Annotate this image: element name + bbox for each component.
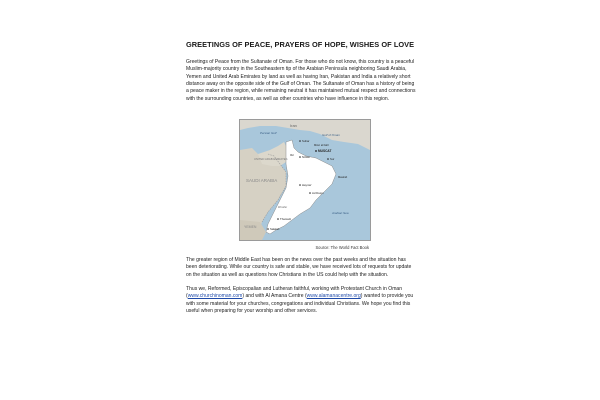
label-sur: Sur [330, 157, 335, 161]
paragraph-3-part-a: Thus we, Reformed, Episcopalian and Lutheran faithful, working with Protestant Church in Oman ( [186, 286, 403, 300]
label-suhar: Suhar [302, 139, 310, 143]
al-amana-centre-link[interactable]: www.alamanacentre.org [306, 293, 361, 300]
map-caption: Source: The World Fact Book [315, 245, 369, 250]
label-iran: Iran [290, 123, 297, 128]
city-dot [299, 184, 301, 186]
intro-paragraph: Greetings of Peace from the Sultanate of Oman. For those who do not know, this country is a peaceful Muslim-majority country in the Southeastern tip of the Arabian Peninsula neighboring Saudi Arabia, Yemen and United Arab Emirates by land as well as having Iran, Pakistan and India a relatively short distance away on the opposite side of the Gulf of Oman. The Sultanate of Oman has a history of being a peace maker in the region, while remaining neutral it has maintained mutual respect and connections with the surrounding countries, as well as other countries who have influence in this region. [186, 59, 416, 102]
city-dot [277, 218, 279, 220]
paragraph-2: The greater region of Middle East has been on the news over the past weeks and the situation has been deteriorating. While our country is safe and stable, we have received lots of requests for update on the situation as well as questions how Christians in the US could help with the situation. [186, 257, 412, 278]
city-dot [267, 228, 269, 230]
label-persian-gulf: Persian Gulf [260, 131, 277, 135]
label-hayma: Haymā' [302, 183, 312, 187]
label-yemen: YEMEN [244, 225, 257, 229]
city-dot [299, 156, 301, 158]
oman-map [239, 119, 371, 241]
oman-map-figure [239, 119, 369, 250]
label-gulf-of-oman: Gulf of Oman [322, 133, 340, 137]
paragraph-3 [186, 286, 418, 315]
label-dhofar: Dhofar [278, 205, 288, 209]
label-thamarit: Thamarit [280, 217, 292, 221]
label-muscat: MUSCAT [318, 149, 332, 153]
city-dot [327, 158, 329, 160]
uae-land [258, 142, 288, 166]
iran-land [240, 120, 370, 150]
after-figure-text [186, 257, 418, 315]
yemen-land [240, 220, 266, 240]
label-uae: UNITED ARAB EMIRATES [254, 157, 288, 161]
label-saudi-arabia: SAUDI ARABIA [246, 178, 278, 183]
label-nizwa: Nizwa [302, 155, 310, 159]
label-salalah: Salalah [270, 227, 280, 231]
city-dot [309, 192, 311, 194]
label-ibri: Ibri [290, 153, 294, 157]
document-page [186, 40, 418, 315]
label-ad-duqm: Ad Duqm [312, 191, 324, 195]
label-mina: Mina' al Fahl [314, 144, 329, 147]
label-masirah: Masirah [338, 176, 348, 179]
church-in-oman-link[interactable]: www.churchinoman.com [187, 293, 243, 300]
city-dot [315, 150, 317, 152]
document-title: GREETINGS OF PEACE, PRAYERS OF HOPE, WISHES OF LOVE [186, 40, 415, 49]
city-dot [299, 140, 301, 142]
paragraph-3-part-c: ) wanted to provide you with some material for your churches, congregations and individual Christians. We hope you find this useful when preparing for your worship and other services. [186, 293, 414, 315]
label-arabian-sea: Arabian Sea [332, 211, 349, 215]
paragraph-3-part-b: ) and with Al Amana Centre ( [242, 293, 307, 300]
